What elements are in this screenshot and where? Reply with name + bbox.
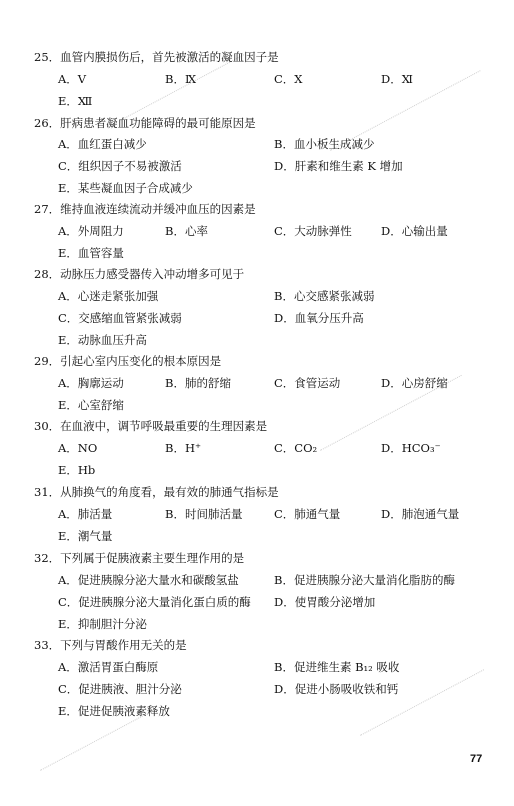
- option-e[interactable]: E．潮气量: [58, 529, 113, 543]
- question-stem: 28．动脉压力感受器传入冲动增多可见于: [34, 267, 245, 281]
- option-a[interactable]: A．促进胰腺分泌大量水和碳酸氢盐: [58, 573, 239, 587]
- question-stem: 32．下列属于促胰液素主要生理作用的是: [34, 551, 245, 565]
- option-a[interactable]: A．NO: [58, 441, 98, 455]
- watermark-line: [120, 54, 244, 121]
- option-b[interactable]: B．促进胰腺分泌大量消化脂肪的酶: [274, 573, 455, 587]
- option-b[interactable]: B．心率: [165, 224, 208, 238]
- option-c[interactable]: C．食管运动: [274, 376, 341, 390]
- option-a[interactable]: A．胸廓运动: [58, 376, 124, 390]
- option-d[interactable]: D．使胃酸分泌增加: [274, 595, 376, 609]
- option-d[interactable]: D．促进小肠吸收铁和钙: [274, 682, 399, 696]
- watermark-line: [360, 669, 484, 736]
- option-d[interactable]: D．HCO₃⁻: [381, 441, 441, 455]
- question-stem: 25．血管内膜损伤后，首先被激活的凝血因子是: [34, 50, 279, 64]
- option-c[interactable]: C．大动脉弹性: [274, 224, 352, 238]
- option-a[interactable]: A．血红蛋白减少: [58, 137, 147, 151]
- option-c[interactable]: C．交感缩血管紧张减弱: [58, 311, 182, 325]
- option-d[interactable]: D．血氧分压升高: [274, 311, 364, 325]
- option-e[interactable]: E．某些凝血因子合成减少: [58, 181, 193, 195]
- option-b[interactable]: B．促进维生素 B₁₂ 吸收: [274, 660, 400, 674]
- option-e[interactable]: E．心室舒缩: [58, 398, 124, 412]
- question-stem: 27．维持血液连续流动并缓冲血压的因素是: [34, 202, 256, 216]
- option-a[interactable]: A．肺活量: [58, 507, 113, 521]
- option-e[interactable]: E．血管容量: [58, 246, 124, 260]
- option-d[interactable]: D．Ⅺ: [381, 72, 413, 86]
- option-b[interactable]: B．时间肺活量: [165, 507, 243, 521]
- option-e[interactable]: E．Hb: [58, 463, 96, 477]
- option-b[interactable]: B．H⁺: [165, 441, 202, 455]
- question-stem: 33．下列与胃酸作用无关的是: [34, 638, 187, 652]
- option-e[interactable]: E．抑制胆汁分泌: [58, 617, 147, 631]
- question-stem: 29．引起心室内压变化的根本原因是: [34, 354, 222, 368]
- option-e[interactable]: E．动脉血压升高: [58, 333, 147, 347]
- option-c[interactable]: C．CO₂: [274, 441, 318, 455]
- option-c[interactable]: C．肺通气量: [274, 507, 341, 521]
- question-stem: 31．从肺换气的角度看，最有效的肺通气指标是: [34, 485, 279, 499]
- option-d[interactable]: D．肝素和维生素 K 增加: [274, 159, 403, 173]
- question-stem: 30．在血液中，调节呼吸最重要的生理因素是: [34, 419, 268, 433]
- watermark-line: [40, 714, 146, 771]
- option-c[interactable]: C．促进胰腺分泌大量消化蛋白质的酶: [58, 595, 251, 609]
- option-d[interactable]: D．心输出量: [381, 224, 448, 238]
- option-c[interactable]: C．促进胰液、胆汁分泌: [58, 682, 182, 696]
- page-number: 77: [470, 753, 483, 765]
- option-b[interactable]: B．血小板生成减少: [274, 137, 375, 151]
- option-e[interactable]: E．Ⅻ: [58, 94, 93, 108]
- option-a[interactable]: A．外周阻力: [58, 224, 124, 238]
- option-b[interactable]: B．肺的舒缩: [165, 376, 231, 390]
- option-b[interactable]: B．心交感紧张减弱: [274, 289, 375, 303]
- option-d[interactable]: D．心房舒缩: [381, 376, 448, 390]
- option-a[interactable]: A．激活胃蛋白酶原: [58, 660, 159, 674]
- option-e[interactable]: E．促进促胰液素释放: [58, 704, 170, 718]
- option-a[interactable]: A．Ⅴ: [58, 72, 87, 86]
- option-c[interactable]: C．组织因子不易被激活: [58, 159, 182, 173]
- option-d[interactable]: D．肺泡通气量: [381, 507, 460, 521]
- option-c[interactable]: C．Ⅹ: [274, 72, 303, 86]
- option-b[interactable]: B．Ⅸ: [165, 72, 197, 86]
- option-a[interactable]: A．心迷走紧张加强: [58, 289, 159, 303]
- question-stem: 26．肝病患者凝血功能障碍的最可能原因是: [34, 116, 256, 130]
